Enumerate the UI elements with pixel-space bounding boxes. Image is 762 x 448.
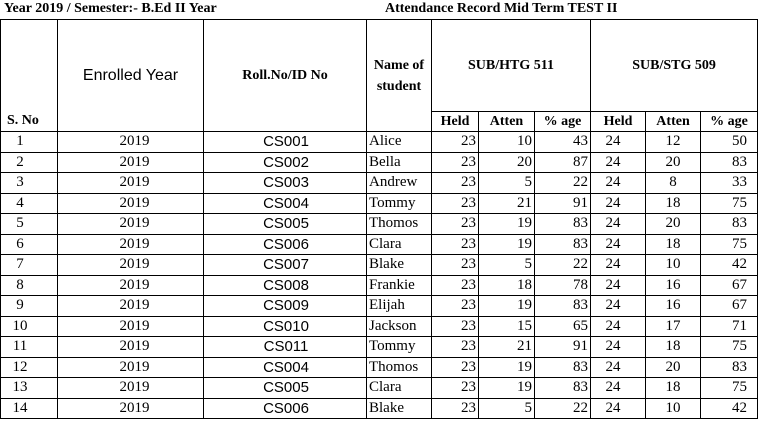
sub2-held-cell: 24	[591, 214, 646, 235]
sub2-pct-cell: 75	[701, 234, 758, 255]
student-name-cell: Andrew	[367, 173, 432, 194]
sub2-pct-cell: 83	[701, 357, 758, 378]
table-row	[1, 378, 758, 399]
enrolled-year-cell: 2019	[58, 193, 204, 214]
sub2-atten-cell: 8	[646, 173, 701, 194]
table-row	[1, 173, 758, 194]
enrolled-year-cell: 2019	[58, 234, 204, 255]
roll-no-cell: CS001	[204, 132, 367, 153]
sub2-atten-cell: 18	[646, 234, 701, 255]
sub1-pct-cell: 22	[535, 398, 591, 419]
sub2-atten-cell: 10	[646, 398, 701, 419]
sub2-pct-cell: 83	[701, 214, 758, 235]
subject-1-header: SUB/HTG 511	[432, 20, 591, 112]
sub2-atten-header: Atten	[646, 112, 701, 132]
sub1-atten-cell: 10	[479, 132, 535, 153]
sub2-held-header: Held	[591, 112, 646, 132]
roll-no-cell: CS007	[204, 255, 367, 276]
sub2-atten-cell: 18	[646, 378, 701, 399]
sub1-pct-cell: 83	[535, 234, 591, 255]
enrolled-year-cell: 2019	[58, 275, 204, 296]
sno-cell: 2	[1, 152, 58, 173]
sub2-pct-cell: 75	[701, 378, 758, 399]
sub1-held-cell: 23	[432, 378, 479, 399]
enrolled-year-cell: 2019	[58, 357, 204, 378]
sub2-pct-cell: 42	[701, 255, 758, 276]
sub2-pct-cell: 75	[701, 337, 758, 358]
roll-no-cell: CS005	[204, 378, 367, 399]
sub1-atten-cell: 15	[479, 316, 535, 337]
sub1-atten-cell: 21	[479, 337, 535, 358]
sub2-atten-cell: 16	[646, 296, 701, 317]
student-name-cell: Thomos	[367, 357, 432, 378]
sub1-held-cell: 23	[432, 214, 479, 235]
sub1-pct-cell: 78	[535, 275, 591, 296]
sub1-pct-cell: 22	[535, 173, 591, 194]
student-name-header: Name of student	[367, 20, 432, 132]
sub1-held-cell: 23	[432, 255, 479, 276]
sub1-atten-cell: 5	[479, 398, 535, 419]
sub2-held-cell: 24	[591, 337, 646, 358]
sub1-pct-cell: 83	[535, 214, 591, 235]
sno-cell: 14	[1, 398, 58, 419]
table-row	[1, 275, 758, 296]
sno-cell: 4	[1, 193, 58, 214]
student-name-cell: Jackson	[367, 316, 432, 337]
enrolled-year-cell: 2019	[58, 152, 204, 173]
roll-no-cell: CS008	[204, 275, 367, 296]
sub2-held-cell: 24	[591, 275, 646, 296]
sub1-atten-cell: 18	[479, 275, 535, 296]
enrolled-year-header: Enrolled Year	[58, 20, 204, 132]
sno-header: S. No	[1, 20, 58, 132]
sno-cell: 3	[1, 173, 58, 194]
sub2-held-cell: 24	[591, 132, 646, 153]
sub2-pct-cell: 50	[701, 132, 758, 153]
sub2-held-cell: 24	[591, 255, 646, 276]
roll-no-cell: CS009	[204, 296, 367, 317]
sub1-pct-cell: 91	[535, 337, 591, 358]
sub1-atten-cell: 19	[479, 296, 535, 317]
student-name-cell: Thomos	[367, 214, 432, 235]
sub1-pct-cell: 83	[535, 296, 591, 317]
sub2-held-cell: 24	[591, 234, 646, 255]
student-name-cell: Tommy	[367, 193, 432, 214]
sno-cell: 7	[1, 255, 58, 276]
sub2-pct-header: % age	[701, 112, 758, 132]
student-name-cell: Clara	[367, 378, 432, 399]
sub1-held-cell: 23	[432, 296, 479, 317]
sub2-pct-cell: 83	[701, 152, 758, 173]
enrolled-year-cell: 2019	[58, 173, 204, 194]
sub1-atten-cell: 20	[479, 152, 535, 173]
student-name-cell: Clara	[367, 234, 432, 255]
enrolled-year-cell: 2019	[58, 296, 204, 317]
roll-no-cell: CS005	[204, 214, 367, 235]
sub2-atten-cell: 20	[646, 152, 701, 173]
sub1-atten-cell: 19	[479, 234, 535, 255]
sub1-pct-cell: 65	[535, 316, 591, 337]
enrolled-year-cell: 2019	[58, 398, 204, 419]
table-row	[1, 152, 758, 173]
student-name-cell: Elijah	[367, 296, 432, 317]
roll-no-cell: CS010	[204, 316, 367, 337]
sub2-pct-cell: 42	[701, 398, 758, 419]
sno-cell: 5	[1, 214, 58, 235]
sno-cell: 6	[1, 234, 58, 255]
sno-cell: 1	[1, 132, 58, 153]
sub1-pct-cell: 87	[535, 152, 591, 173]
table-row	[1, 357, 758, 378]
roll-no-cell: CS002	[204, 152, 367, 173]
sub2-atten-cell: 17	[646, 316, 701, 337]
sub2-held-cell: 24	[591, 193, 646, 214]
student-name-cell: Blake	[367, 398, 432, 419]
subject-2-header: SUB/STG 509	[591, 20, 758, 112]
sub2-atten-cell: 12	[646, 132, 701, 153]
roll-no-cell: CS011	[204, 337, 367, 358]
sub2-held-cell: 24	[591, 173, 646, 194]
sub1-held-cell: 23	[432, 357, 479, 378]
sno-cell: 8	[1, 275, 58, 296]
table-row	[1, 234, 758, 255]
sno-cell: 12	[1, 357, 58, 378]
sub2-atten-cell: 20	[646, 214, 701, 235]
sub2-pct-cell: 75	[701, 193, 758, 214]
sub1-pct-cell: 91	[535, 193, 591, 214]
roll-no-cell: CS004	[204, 357, 367, 378]
sub1-held-cell: 23	[432, 275, 479, 296]
sub1-held-cell: 23	[432, 234, 479, 255]
roll-no-cell: CS004	[204, 193, 367, 214]
sub2-held-cell: 24	[591, 316, 646, 337]
sub2-pct-cell: 71	[701, 316, 758, 337]
student-name-cell: Alice	[367, 132, 432, 153]
sub1-held-cell: 23	[432, 132, 479, 153]
sub1-atten-cell: 5	[479, 173, 535, 194]
sub1-held-cell: 23	[432, 152, 479, 173]
sub1-held-cell: 23	[432, 193, 479, 214]
sub2-held-cell: 24	[591, 296, 646, 317]
sub1-atten-cell: 5	[479, 255, 535, 276]
table-row	[1, 296, 758, 317]
enrolled-year-cell: 2019	[58, 316, 204, 337]
roll-no-cell: CS006	[204, 398, 367, 419]
sub2-held-cell: 24	[591, 152, 646, 173]
record-title: Attendance Record Mid Term TEST II	[385, 1, 618, 16]
sub1-pct-cell: 22	[535, 255, 591, 276]
sub1-held-cell: 23	[432, 398, 479, 419]
sub1-held-cell: 23	[432, 316, 479, 337]
enrolled-year-cell: 2019	[58, 337, 204, 358]
sub1-pct-header: % age	[535, 112, 591, 132]
table-row	[1, 398, 758, 419]
roll-no-header: Roll.No/ID No	[204, 20, 367, 132]
student-name-cell: Tommy	[367, 337, 432, 358]
attendance-table	[0, 19, 758, 419]
sub1-held-cell: 23	[432, 173, 479, 194]
sub1-pct-cell: 83	[535, 357, 591, 378]
roll-no-cell: CS003	[204, 173, 367, 194]
sub2-pct-cell: 67	[701, 296, 758, 317]
sub1-atten-cell: 19	[479, 378, 535, 399]
sno-cell: 13	[1, 378, 58, 399]
sub2-pct-cell: 33	[701, 173, 758, 194]
sub1-held-cell: 23	[432, 337, 479, 358]
table-row	[1, 337, 758, 358]
table-row	[1, 193, 758, 214]
enrolled-year-cell: 2019	[58, 132, 204, 153]
sheet-heading	[0, 0, 762, 19]
sub2-atten-cell: 20	[646, 357, 701, 378]
semester-title: Year 2019 / Semester:- B.Ed II Year	[4, 1, 217, 16]
sub1-atten-cell: 19	[479, 214, 535, 235]
sub1-atten-cell: 21	[479, 193, 535, 214]
sno-cell: 10	[1, 316, 58, 337]
sub2-held-cell: 24	[591, 398, 646, 419]
table-row	[1, 255, 758, 276]
sub1-pct-cell: 43	[535, 132, 591, 153]
enrolled-year-cell: 2019	[58, 255, 204, 276]
roll-no-cell: CS006	[204, 234, 367, 255]
enrolled-year-cell: 2019	[58, 378, 204, 399]
student-name-cell: Blake	[367, 255, 432, 276]
sub1-atten-cell: 19	[479, 357, 535, 378]
enrolled-year-cell: 2019	[58, 214, 204, 235]
student-name-cell: Bella	[367, 152, 432, 173]
student-name-cell: Frankie	[367, 275, 432, 296]
sub1-pct-cell: 83	[535, 378, 591, 399]
sub2-held-cell: 24	[591, 378, 646, 399]
sub1-held-header: Held	[432, 112, 479, 132]
sub2-atten-cell: 18	[646, 193, 701, 214]
sub1-atten-header: Atten	[479, 112, 535, 132]
sub2-atten-cell: 10	[646, 255, 701, 276]
table-row	[1, 214, 758, 235]
table-row	[1, 316, 758, 337]
table-row	[1, 132, 758, 153]
sub2-held-cell: 24	[591, 357, 646, 378]
sno-cell: 9	[1, 296, 58, 317]
sub2-atten-cell: 16	[646, 275, 701, 296]
sno-cell: 11	[1, 337, 58, 358]
sub2-atten-cell: 18	[646, 337, 701, 358]
sub2-pct-cell: 67	[701, 275, 758, 296]
